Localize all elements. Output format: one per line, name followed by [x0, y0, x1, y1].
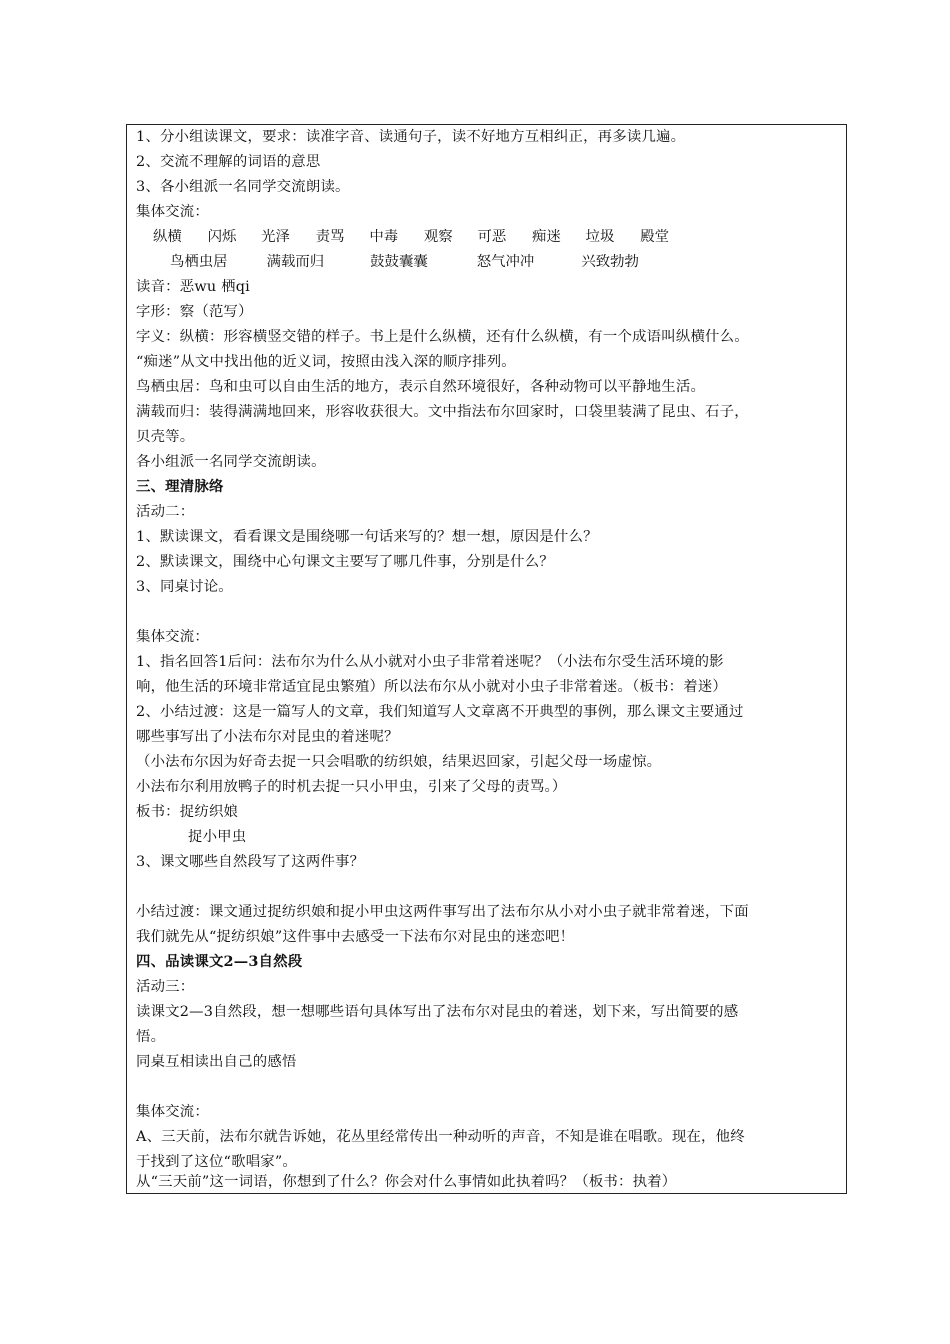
vocab-word: 闪烁 — [207, 229, 237, 245]
text-line: 读课文2—3自然段，想一想哪些语句具体写出了法布尔对昆虫的着迷，划下来，写出简要的感 — [136, 1004, 739, 1020]
text-line: 1、默读课文，看看课文是围绕哪一句话来写的？想一想，原因是什么？ — [136, 529, 598, 545]
text-line: “痴迷”从文中找出他的近义词，按照由浅入深的顺序排列。 — [136, 354, 516, 370]
text-line: 小结过渡：课文通过捉纺织娘和捉小甲虫这两件事写出了法布尔从小对小虫子就非常着迷，下面 — [136, 904, 749, 920]
text-line: 哪些事写出了小法布尔对昆虫的着迷呢？ — [136, 729, 399, 745]
text-line: 满载而归：装得满满地回来，形容收获很大。文中指法布尔回家时，口袋里装满了昆虫、石子， — [136, 404, 749, 420]
vocab-word: 中毒 — [369, 229, 399, 245]
text-line: 活动三： — [136, 979, 195, 995]
text-line: 3、课文哪些自然段写了这两件事？ — [136, 854, 365, 870]
text-line: 1、指名回答1后问：法布尔为什么从小就对小虫子非常着迷呢？（小法布尔受生活环境的影 — [136, 654, 724, 670]
text-line: 我们就先从“捉纺织娘”这件事中去感受一下法布尔对昆虫的迷恋吧！ — [136, 929, 575, 945]
text-line: 小法布尔利用放鸭子的时机去捉一只小甲虫，引来了父母的责骂。） — [136, 779, 567, 795]
vocabulary-row — [170, 252, 639, 272]
text-line: 各小组派一名同学交流朗读。 — [136, 454, 326, 470]
text-line: 同桌互相读出自己的感悟 — [136, 1054, 297, 1070]
vocab-word: 垃圾 — [585, 229, 615, 245]
vocab-word: 光泽 — [261, 229, 290, 245]
text-line: 字义：纵横：形容横竖交错的样子。书上是什么纵横，还有什么纵横，有一个成语叫纵横什么。 — [136, 329, 749, 345]
text-line: 集体交流： — [136, 204, 209, 220]
text-line: 读音：恶wu 栖qi — [136, 279, 250, 295]
section-heading: 四、品读课文2—3自然段 — [136, 953, 303, 970]
text-line: A、三天前，法布尔就告诉她，花丛里经常传出一种动听的声音，不知是谁在唱歌。现在，他终 — [136, 1129, 745, 1145]
text-line: 贝壳等。 — [136, 429, 195, 445]
text-line: 3、各小组派一名同学交流朗读。 — [136, 179, 350, 195]
vocab-word: 鼓鼓囊囊 — [370, 254, 428, 270]
text-line: 悟。 — [136, 1029, 166, 1045]
text-line: （小法布尔因为好奇去捉一只会唱歌的纺织娘，结果迟回家，引起父母一场虚惊。 — [136, 754, 662, 770]
vocab-word: 纵横 — [153, 229, 182, 245]
text-line: 字形：察（范写） — [136, 304, 253, 320]
vocabulary-row — [153, 227, 669, 247]
vocab-word: 殿堂 — [640, 229, 669, 245]
section-heading: 三、理清脉络 — [136, 478, 224, 495]
vocab-word: 观察 — [423, 229, 453, 245]
text-line: 3、同桌讨论。 — [136, 579, 233, 595]
vocab-word: 兴致勃勃 — [581, 254, 639, 270]
vocab-word: 怒气冲冲 — [476, 254, 535, 270]
text-line: 2、默读课文，围绕中心句课文主要写了哪几件事，分别是什么？ — [136, 554, 554, 570]
vocab-word: 责骂 — [315, 229, 345, 245]
text-line: 从“三天前”这一词语，你想到了什么？你会对什么事情如此执着吗？（板书：执着） — [136, 1174, 677, 1190]
vocab-word: 鸟栖虫居 — [170, 254, 228, 270]
text-line: 集体交流： — [136, 629, 209, 645]
text-line: 鸟栖虫居：鸟和虫可以自由生活的地方，表示自然环境很好，各种动物可以平静地生活。 — [136, 379, 706, 395]
text-line: 捉小甲虫 — [188, 829, 247, 845]
text-line: 2、交流不理解的词语的意思 — [136, 154, 321, 170]
text-line: 2、小结过渡：这是一篇写人的文章，我们知道写人文章离不开典型的事例，那么课文主要通过 — [136, 704, 744, 720]
text-line: 于找到了这位“歌唱家”。 — [136, 1154, 298, 1170]
text-line: 活动二： — [136, 504, 195, 520]
text-line: 1、分小组读课文，要求：读准字音、读通句子，读不好地方互相纠正，再多读几遍。 — [136, 129, 686, 145]
vocab-word: 满载而归 — [266, 254, 325, 270]
text-line: 响，他生活的环境非常适宜昆虫繁殖）所以法布尔从小就对小虫子非常着迷。（板书：着迷） — [136, 679, 728, 695]
text-line: 板书：捉纺织娘 — [136, 804, 239, 820]
vocab-word: 可恶 — [477, 229, 507, 245]
text-line: 集体交流： — [136, 1104, 209, 1120]
vocab-word: 痴迷 — [532, 229, 561, 245]
